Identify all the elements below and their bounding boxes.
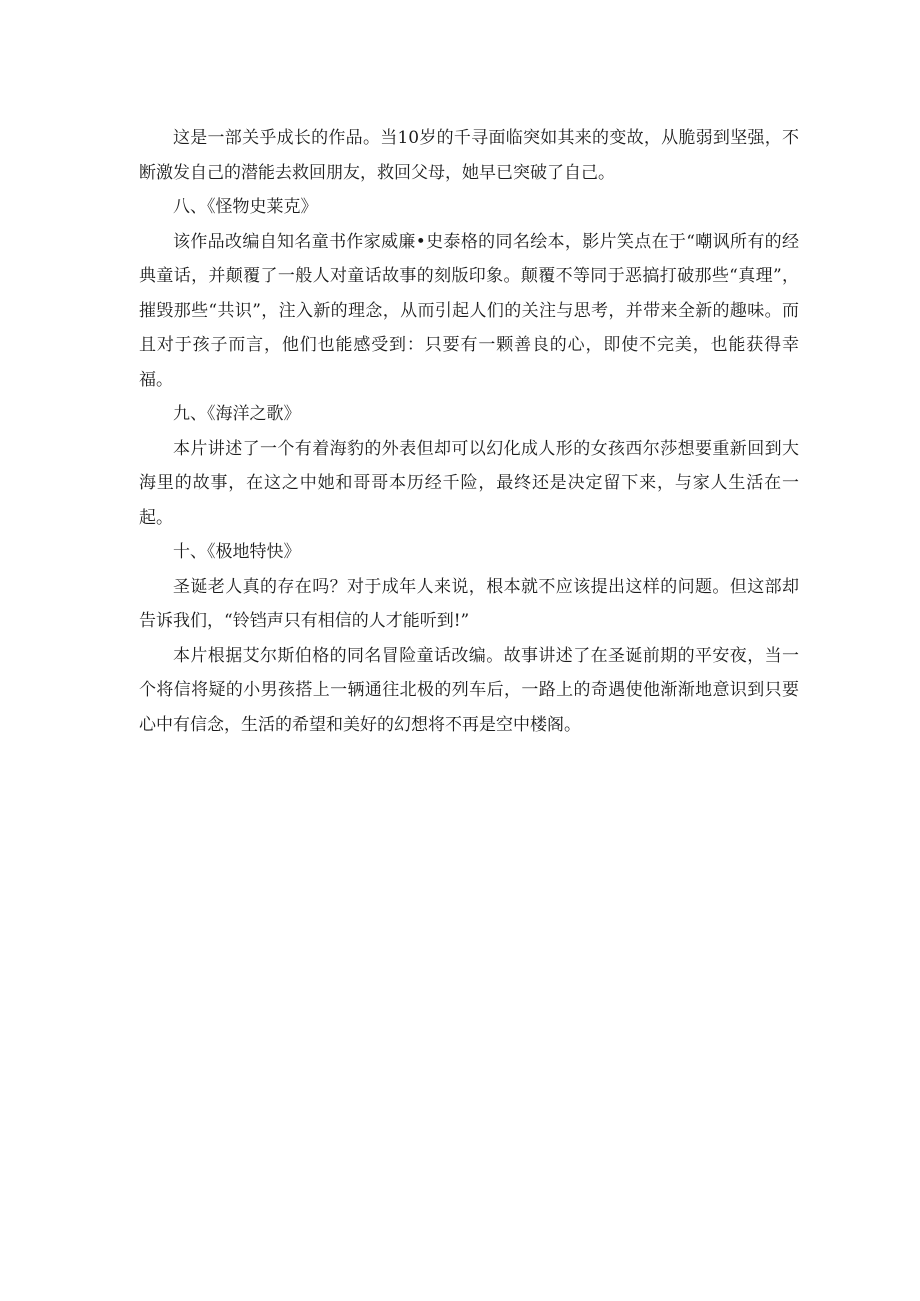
paragraph-song-of-the-sea-summary: 本片讲述了一个有着海豹的外表但却可以幻化成人形的女孩西尔莎想要重新回到大海里的故事，在这之中她和哥哥本历经千险，最终还是决定留下来，与家人生活在一起。	[139, 438, 799, 528]
paragraph-polar-express-summary: 本片根据艾尔斯伯格的同名冒险童话改编。故事讲述了在圣诞前期的平安夜，当一个将信将疑的小男孩搭上一辆通往北极的列车后，一路上的奇遇使他渐渐地意识到只要心中有信念，生活的希望和美好的幻想将不再是空中楼阁。	[139, 645, 799, 735]
section-heading-9: 九、《海洋之歌》	[173, 404, 301, 424]
paragraph-spirited-away-summary: 这是一部关乎成长的作品。当10岁的千寻面临突如其来的变故，从脆弱到坚强，不断激发自己的潜能去救回朋友，救回父母，她早已突破了自己。	[139, 128, 799, 183]
section-heading-10: 十、《极地特快》	[173, 542, 301, 562]
document-body	[139, 121, 799, 742]
paragraph-polar-express-question: 圣诞老人真的存在吗？对于成年人来说，根本就不应该提出这样的问题。但这部却告诉我们，“铃铛声只有相信的人才能听到!”	[139, 576, 799, 631]
paragraph-shrek-summary: 该作品改编自知名童书作家威廉•史泰格的同名绘本，影片笑点在于“嘲讽所有的经典童话，并颠覆了一般人对童话故事的刻版印象。颠覆不等同于恶搞打破那些“真理”，摧毁那些“共识”，注入新的理念，从而引起人们的关注与思考，并带来全新的趣味。而且对于孩子而言，他们也能感受到：只要有一颗善良的心，即使不完美，也能获得幸福。	[139, 231, 799, 390]
section-heading-8: 八、《怪物史莱克》	[173, 197, 318, 217]
